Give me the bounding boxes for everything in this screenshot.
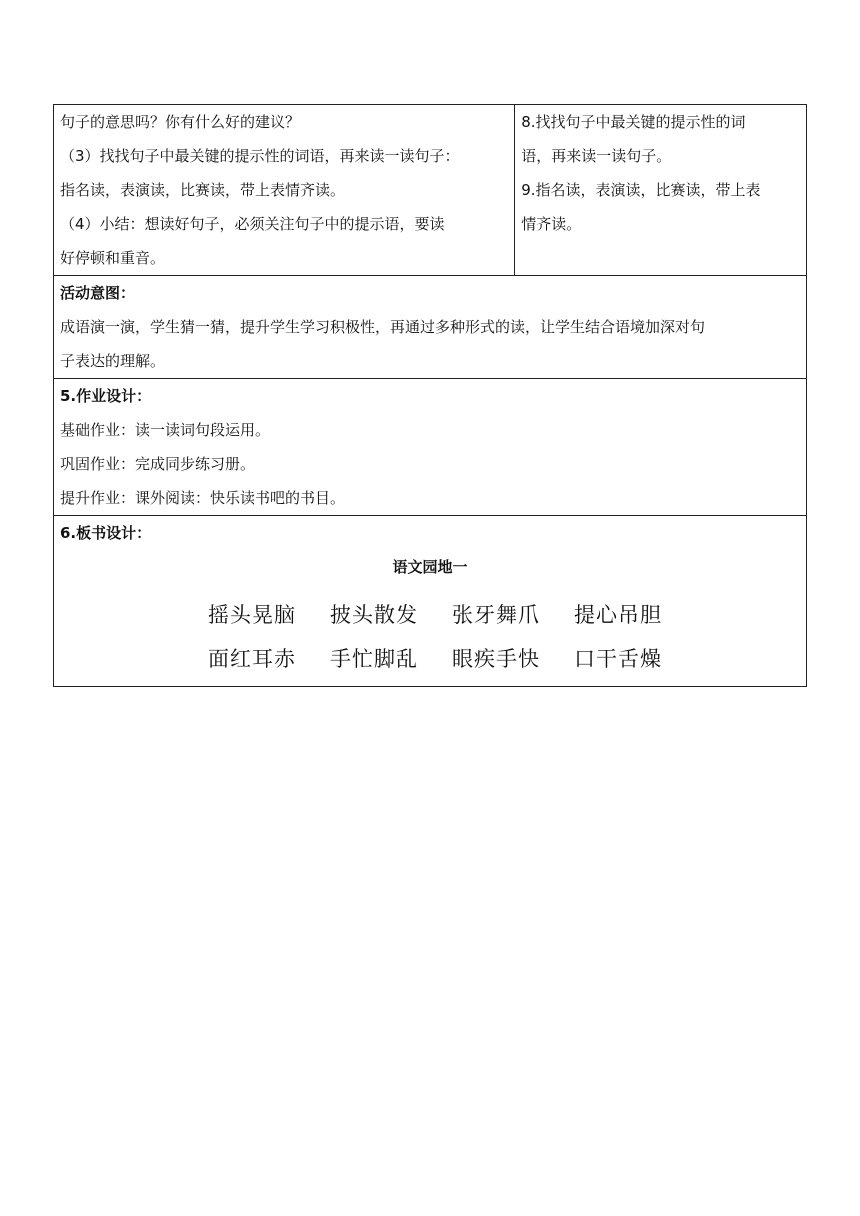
idiom: 提心吊胆 — [574, 603, 662, 627]
idiom-grid — [208, 598, 678, 676]
homework-item: 提升作业：课外阅读：快乐读书吧的书目。 — [60, 489, 346, 507]
homework-cell — [54, 379, 807, 516]
teacher-activity-cell — [54, 105, 515, 276]
idiom: 披头散发 — [330, 603, 418, 627]
homework-row — [54, 379, 807, 516]
intent-line: 成语演一演，学生猜一猜，提升学生学习积极性，再通过多种形式的读，让学生结合语境加深对句 — [60, 318, 706, 336]
text-line: 指名读，表演读，比赛读，带上表情齐读。 — [60, 181, 346, 199]
text-line: （3）找找句子中最关键的提示性的词语，再来读一读句子： — [60, 147, 460, 165]
text-line: 9.指名读，表演读，比赛读，带上表 — [521, 181, 761, 199]
intent-line: 子表达的理解。 — [60, 352, 166, 370]
board-title: 语文园地一 — [392, 558, 468, 576]
text-line: 好停顿和重音。 — [60, 249, 166, 267]
blackboard-area — [60, 550, 800, 686]
homework-item: 巩固作业：完成同步练习册。 — [60, 455, 256, 473]
board-design-cell — [54, 516, 807, 687]
activity-intent-cell — [54, 276, 807, 379]
idiom: 眼疾手快 — [452, 647, 540, 671]
intent-heading: 活动意图： — [60, 284, 136, 302]
lesson-plan-table — [53, 104, 807, 687]
text-line: 情齐读。 — [521, 215, 582, 233]
board-row — [54, 516, 807, 687]
activity-row — [54, 105, 807, 276]
homework-heading: 5.作业设计： — [60, 387, 152, 405]
idiom: 面红耳赤 — [208, 647, 296, 671]
homework-item: 基础作业：读一读词句段运用。 — [60, 421, 271, 439]
idiom: 手忙脚乱 — [330, 647, 418, 671]
text-line: 语，再来读一读句子。 — [521, 147, 672, 165]
student-activity-cell — [515, 105, 807, 276]
text-line: （4）小结：想读好句子，必须关注句子中的提示语，要读 — [60, 215, 445, 233]
idiom: 张牙舞爪 — [452, 603, 540, 627]
intent-row — [54, 276, 807, 379]
idiom: 口干舌燥 — [574, 647, 662, 671]
text-line: 句子的意思吗？你有什么好的建议？ — [60, 113, 301, 131]
text-line: 8.找找句子中最关键的提示性的词 — [521, 113, 746, 131]
idiom: 摇头晃脑 — [208, 603, 296, 627]
board-heading: 6.板书设计： — [60, 524, 152, 542]
